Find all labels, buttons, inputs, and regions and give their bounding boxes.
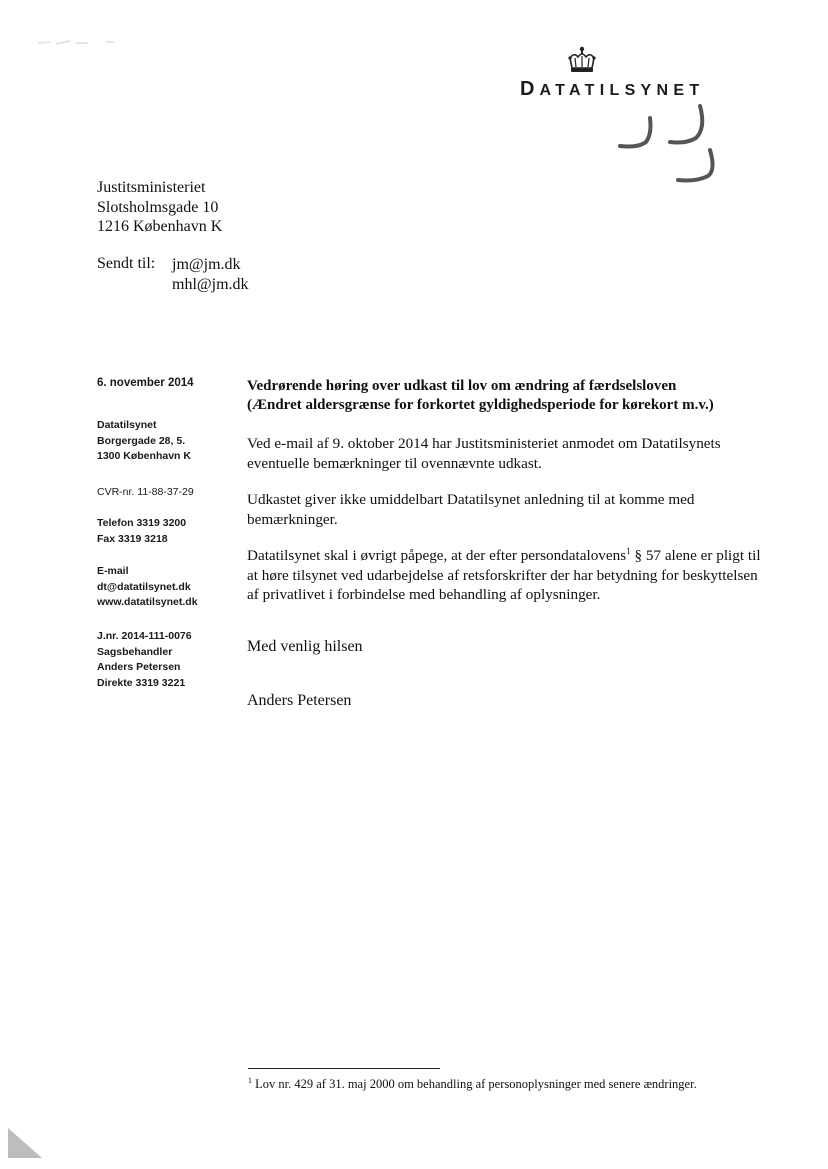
sender-street: Borgergade 28, 5. bbox=[97, 434, 186, 447]
handwritten-mark bbox=[612, 104, 732, 186]
contact-block bbox=[97, 564, 198, 611]
scan-smudge bbox=[36, 36, 126, 48]
sender-name: Datatilsynet bbox=[97, 419, 157, 431]
subject-line: Vedrørende høring over udkast til lov om ændring af færdselsloven bbox=[247, 378, 677, 394]
sent-to-email: jm@jm.dk bbox=[172, 256, 241, 273]
recipient-line: Justitsministeriet bbox=[97, 179, 206, 196]
paragraph-text: § 57 alene er pligt til at høre tilsynet ved udarbejdelse af retsforskrifter der har betydning for beskyttelsen af privatlivet i forbindelse med behandling af oplysninger. bbox=[247, 547, 761, 603]
subject-line: (Ændret aldersgrænse for forkortet gyldighedsperiode for kørekort m.v.) bbox=[247, 396, 714, 413]
handler-label: Sagsbehandler bbox=[97, 645, 173, 658]
sent-to-label: Sendt til: bbox=[97, 255, 156, 272]
closing-greeting: Med venlig hilsen bbox=[247, 638, 363, 655]
footnote bbox=[248, 1076, 697, 1092]
journal-number: J.nr. 2014-111-0076 bbox=[97, 630, 192, 642]
recipient-address bbox=[97, 178, 222, 237]
fax-number: Fax 3319 3218 bbox=[97, 532, 168, 545]
phone-block bbox=[97, 516, 186, 547]
letter-subject bbox=[247, 377, 767, 414]
recipient-line: 1216 København K bbox=[97, 218, 223, 235]
handler-name: Anders Petersen bbox=[97, 661, 181, 673]
recipient-line: Slotsholmsgade 10 bbox=[97, 198, 219, 216]
org-logotype: DATATILSYNET bbox=[520, 78, 705, 100]
phone-number: Telefon 3319 3200 bbox=[97, 517, 187, 529]
sender-city: 1300 København K bbox=[97, 450, 191, 462]
sender-address bbox=[97, 418, 191, 465]
body-paragraph bbox=[247, 546, 767, 605]
footnote-number: 1 bbox=[248, 1075, 252, 1085]
case-block bbox=[97, 629, 192, 691]
signature-name: Anders Petersen bbox=[247, 692, 352, 709]
footnote-reference: 1 bbox=[626, 545, 631, 556]
body-paragraph: Udkastet giver ikke umiddelbart Datatilsynet anledning til at komme med bemærkninger. bbox=[247, 491, 695, 528]
website: www.datatilsynet.dk bbox=[97, 596, 198, 608]
sent-to-email: mhl@jm.dk bbox=[172, 275, 249, 293]
footnote-text: Lov nr. 429 af 31. maj 2000 om behandling af personoplysninger med senere ændringer. bbox=[252, 1077, 697, 1091]
email-address: dt@datatilsynet.dk bbox=[97, 580, 191, 593]
cvr-number: CVR-nr. 11-88-37-29 bbox=[97, 486, 194, 498]
sent-to-list bbox=[172, 255, 249, 294]
page-corner-mark bbox=[8, 1128, 42, 1158]
direct-phone: Direkte 3319 3221 bbox=[97, 676, 186, 689]
email-label: E-mail bbox=[97, 565, 129, 577]
footnote-divider bbox=[248, 1068, 440, 1069]
body-paragraph: Ved e-mail af 9. oktober 2014 har Justitsministeriet anmodet om Datatilsynets eventuelle bemærkninger til ovennævnte udkast. bbox=[247, 435, 721, 472]
paragraph-text: Datatilsynet skal i øvrigt påpege, at der efter persondatalovens bbox=[247, 547, 627, 564]
letter-date: 6. november 2014 bbox=[97, 377, 194, 389]
crown-icon bbox=[566, 46, 598, 76]
